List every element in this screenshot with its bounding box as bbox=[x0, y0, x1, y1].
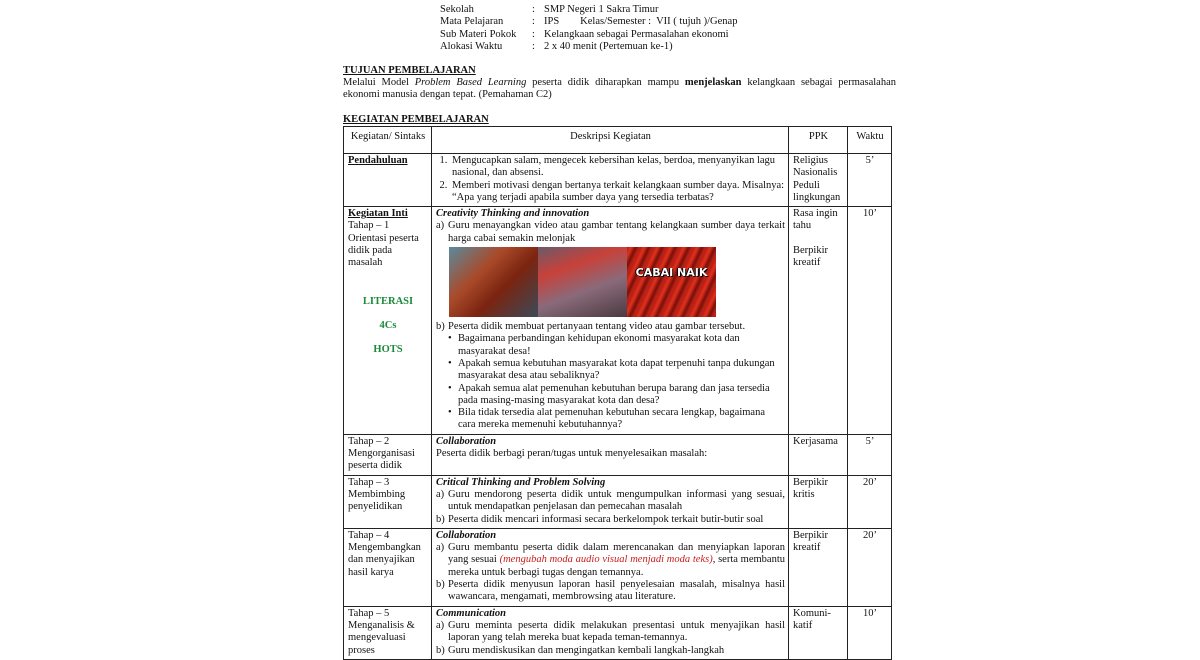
objective-verb: menjelaskan bbox=[684, 77, 742, 88]
list-item: 1. Mengucapkan salam, mengecek kebersihan kelas, berdoa, menyanyikan lagu nasional, dan absensi. bbox=[450, 155, 785, 180]
skill-heading: Critical Thinking and Problem Solving bbox=[436, 476, 606, 488]
stage-label: Tahap – 1 Orientasi peserta didik pada masalah bbox=[348, 220, 419, 269]
table-row bbox=[344, 207, 892, 435]
question-item: • Bila tidak tersedia alat pemenuhan kebutuhan secara lengkap, bagaimana cara mereka memenuhi kebutuhannya? bbox=[458, 407, 785, 432]
table-row bbox=[344, 475, 892, 528]
header-description: Deskripsi Kegiatan bbox=[432, 127, 789, 154]
4cs-tag: 4Cs bbox=[379, 319, 397, 331]
description-cell bbox=[432, 606, 789, 659]
list-item: b) Peserta didik menyusun laporan hasil penyelesaian masalah, misalnya hasil wawancara, mengamati, membrowsing atau literature. bbox=[436, 579, 785, 603]
ppk-cell: Kerjasama bbox=[789, 434, 848, 475]
skill-heading: Collaboration bbox=[436, 435, 497, 447]
meta-colon: : bbox=[532, 40, 535, 52]
header-time: Waktu bbox=[848, 127, 892, 154]
image-caption: CABAI NAIK bbox=[635, 266, 708, 280]
red-note: (mengubah moda audio visual menjadi moda teks) bbox=[499, 554, 713, 566]
meta-colon: : bbox=[532, 4, 535, 15]
objective-text bbox=[343, 77, 896, 102]
phase-title: Kegiatan Inti bbox=[348, 208, 408, 220]
meta-key: Sub Materi Pokok bbox=[440, 28, 517, 40]
chili-price-images bbox=[449, 247, 785, 317]
ppk-cell: Religius Nasionalis Peduli lingkungan bbox=[789, 154, 848, 207]
objective-text-3: kelangkaan sebagai permasalahan ekonomi manusia dengan tepat. (Pemahaman C2) bbox=[343, 77, 897, 101]
stage-cell bbox=[344, 207, 432, 435]
stage-cell: Tahap – 5 Menganalisis & mengevaluasi proses bbox=[344, 606, 432, 659]
phase-title: Pendahuluan bbox=[348, 155, 408, 166]
item-text: Guru menayangkan video atau gambar tentang kelangkaan sumber daya terkait harga cabai semakin melonjak bbox=[448, 220, 785, 244]
time-cell: 5’ bbox=[848, 154, 892, 207]
question-item: • Bagaimana perbandingan kehidupan ekonomi masyarakat kota dan masyarakat desa! bbox=[458, 333, 785, 358]
stage-cell: Tahap – 3 Membimbing penyelidikan bbox=[344, 475, 432, 528]
item-text: Peserta didik menyusun laporan hasil penyelesaian masalah, misalnya hasil wawancara, mengamati, membrowsing atau literature. bbox=[448, 579, 785, 603]
description-cell bbox=[432, 154, 789, 207]
list-item: b) Peserta didik mencari informasi secara berkelompok terkait butir-butir soal bbox=[436, 514, 785, 526]
market-photo bbox=[538, 247, 627, 317]
ppk-cell: Berpikir kreatif bbox=[789, 528, 848, 606]
meta-key: Alokasi Waktu bbox=[440, 40, 503, 52]
question-item: • Apakah semua kebutuhan masyarakat kota dapat terpenuhi tanpa dukungan masyarakat desa atau sebaliknya? bbox=[458, 358, 785, 383]
meta-colon: : bbox=[532, 28, 535, 40]
stage-cell: Tahap – 2 Mengorganisasi peserta didik bbox=[344, 434, 432, 475]
literasi-tag: LITERASI bbox=[362, 295, 414, 307]
stage-cell: Tahap – 4 Mengembangkan dan menyajikan hasil karya bbox=[344, 528, 432, 606]
meta-key: Sekolah bbox=[440, 4, 474, 15]
lesson-meta bbox=[440, 4, 737, 53]
list-item: b) Guru mendiskusikan dan mengingatkan kembali langkah-langkah bbox=[436, 645, 785, 657]
ppk-value: Berpikir kreatif bbox=[793, 244, 828, 269]
description-cell bbox=[432, 434, 789, 475]
meta-row bbox=[440, 16, 737, 28]
time-cell: 10’ bbox=[848, 207, 892, 435]
skill-heading: Communication bbox=[436, 607, 507, 619]
time-cell: 20’ bbox=[848, 528, 892, 606]
question-list bbox=[436, 333, 785, 431]
item-text: Peserta didik membuat pertanyaan tentang video atau gambar tersebut. bbox=[448, 321, 746, 333]
ppk-cell: Berpikir kritis bbox=[789, 475, 848, 528]
meta-value: 2 x 40 menit (Pertemuan ke-1) bbox=[544, 40, 673, 52]
meta-row bbox=[440, 29, 737, 41]
item-text: Guru mendorong peserta didik untuk mengumpulkan informasi yang sesuai, untuk mendapatkan penjelasan dan pemecahan masalah bbox=[448, 488, 785, 513]
item-text: Guru membantu peserta didik dalam merencanakan dan menyiapkan laporan yang sesuai (mengubah moda audio visual menjadi moda teks), serta membantu mereka untuk berbagi tugas dengan temannya. bbox=[448, 542, 785, 578]
item-text: Peserta didik berbagi peran/tugas untuk menyelesaikan masalah: bbox=[436, 448, 708, 460]
list-item: a) Guru meminta peserta didik melakukan presentasi untuk menyajikan hasil laporan yang telah mereka buat kepada teman-temannya. bbox=[436, 619, 785, 644]
item-text: Peserta didik mencari informasi secara berkelompok terkait butir-butir soal bbox=[448, 513, 764, 525]
stage-cell bbox=[344, 154, 432, 207]
skill-heading: Collaboration bbox=[436, 529, 497, 541]
table-row bbox=[344, 434, 892, 475]
list-item: a) Guru mendorong peserta didik untuk mengumpulkan informasi yang sesuai, untuk mendapatkan penjelasan dan pemecahan masalah bbox=[436, 488, 785, 513]
activities-table bbox=[343, 126, 892, 660]
meta-value: IPS Kelas/Semester : VII ( tujuh )/Genap bbox=[544, 16, 738, 28]
meta-key: Mata Pelajaran bbox=[440, 16, 504, 28]
meta-row bbox=[440, 41, 737, 53]
ppk-value: Rasa ingin tahu bbox=[793, 208, 838, 232]
intro-list bbox=[436, 155, 785, 204]
meta-colon: : bbox=[532, 16, 535, 28]
skill-heading: Creativity Thinking and innovation bbox=[436, 208, 590, 220]
meta-value: Kelangkaan sebagai Permasalahan ekonomi bbox=[544, 28, 729, 40]
chili-photo-1 bbox=[449, 247, 538, 317]
chili-photo-2 bbox=[627, 247, 716, 317]
activities-heading: KEGIATAN PEMBELAJARAN bbox=[343, 114, 489, 125]
list-item: 2. Memberi motivasi dengan bertanya terkait kelangkaan sumber daya. Misalnya: “Apa yang terjadi apabila sumber daya yang tersedia terbatas? bbox=[450, 180, 785, 205]
time-cell: 5’ bbox=[848, 434, 892, 475]
item-text: Guru meminta peserta didik melakukan presentasi untuk menyajikan hasil laporan yang telah mereka buat kepada teman-temannya. bbox=[448, 619, 785, 644]
table-row bbox=[344, 606, 892, 659]
objective-heading: TUJUAN PEMBELAJARAN bbox=[343, 65, 476, 76]
objective-text-1: Melalui Model bbox=[343, 77, 415, 88]
table-header-row bbox=[344, 127, 892, 154]
time-cell: 20’ bbox=[848, 475, 892, 528]
ppk-cell bbox=[789, 207, 848, 435]
description-cell bbox=[432, 207, 789, 435]
hots-tag: HOTS bbox=[373, 344, 403, 356]
list-item: a) Guru membantu peserta didik dalam merencanakan dan menyiapkan laporan yang sesuai (mengubah moda audio visual menjadi moda teks), serta membantu mereka untuk berbagi tugas dengan temannya. bbox=[436, 542, 785, 578]
meta-value: SMP Negeri 1 Sakra Timur bbox=[544, 4, 659, 15]
meta-row bbox=[440, 4, 737, 16]
question-item: • Apakah semua alat pemenuhan kebutuhan berupa barang dan jasa tersedia pada masing-masing masyarakat kota dan desa? bbox=[458, 383, 785, 408]
list-item: b) Peserta didik membuat pertanyaan tentang video atau gambar tersebut. bbox=[436, 321, 785, 333]
table-row bbox=[344, 154, 892, 207]
header-ppk: PPK bbox=[789, 127, 848, 154]
header-stage: Kegiatan/ Sintaks bbox=[344, 127, 432, 154]
ppk-cell: Komuni-katif bbox=[789, 606, 848, 659]
list-item: a) Guru menayangkan video atau gambar tentang kelangkaan sumber daya terkait harga cabai semakin melonjak bbox=[436, 220, 785, 244]
item-text: Guru mendiskusikan dan mengingatkan kembali langkah-langkah bbox=[448, 644, 725, 656]
description-cell bbox=[432, 475, 789, 528]
description-cell bbox=[432, 528, 789, 606]
time-cell: 10’ bbox=[848, 606, 892, 659]
table-row bbox=[344, 528, 892, 606]
objective-text-2: peserta didik diharapkan mampu bbox=[526, 77, 685, 88]
model-name: Problem Based Learning bbox=[414, 77, 527, 88]
